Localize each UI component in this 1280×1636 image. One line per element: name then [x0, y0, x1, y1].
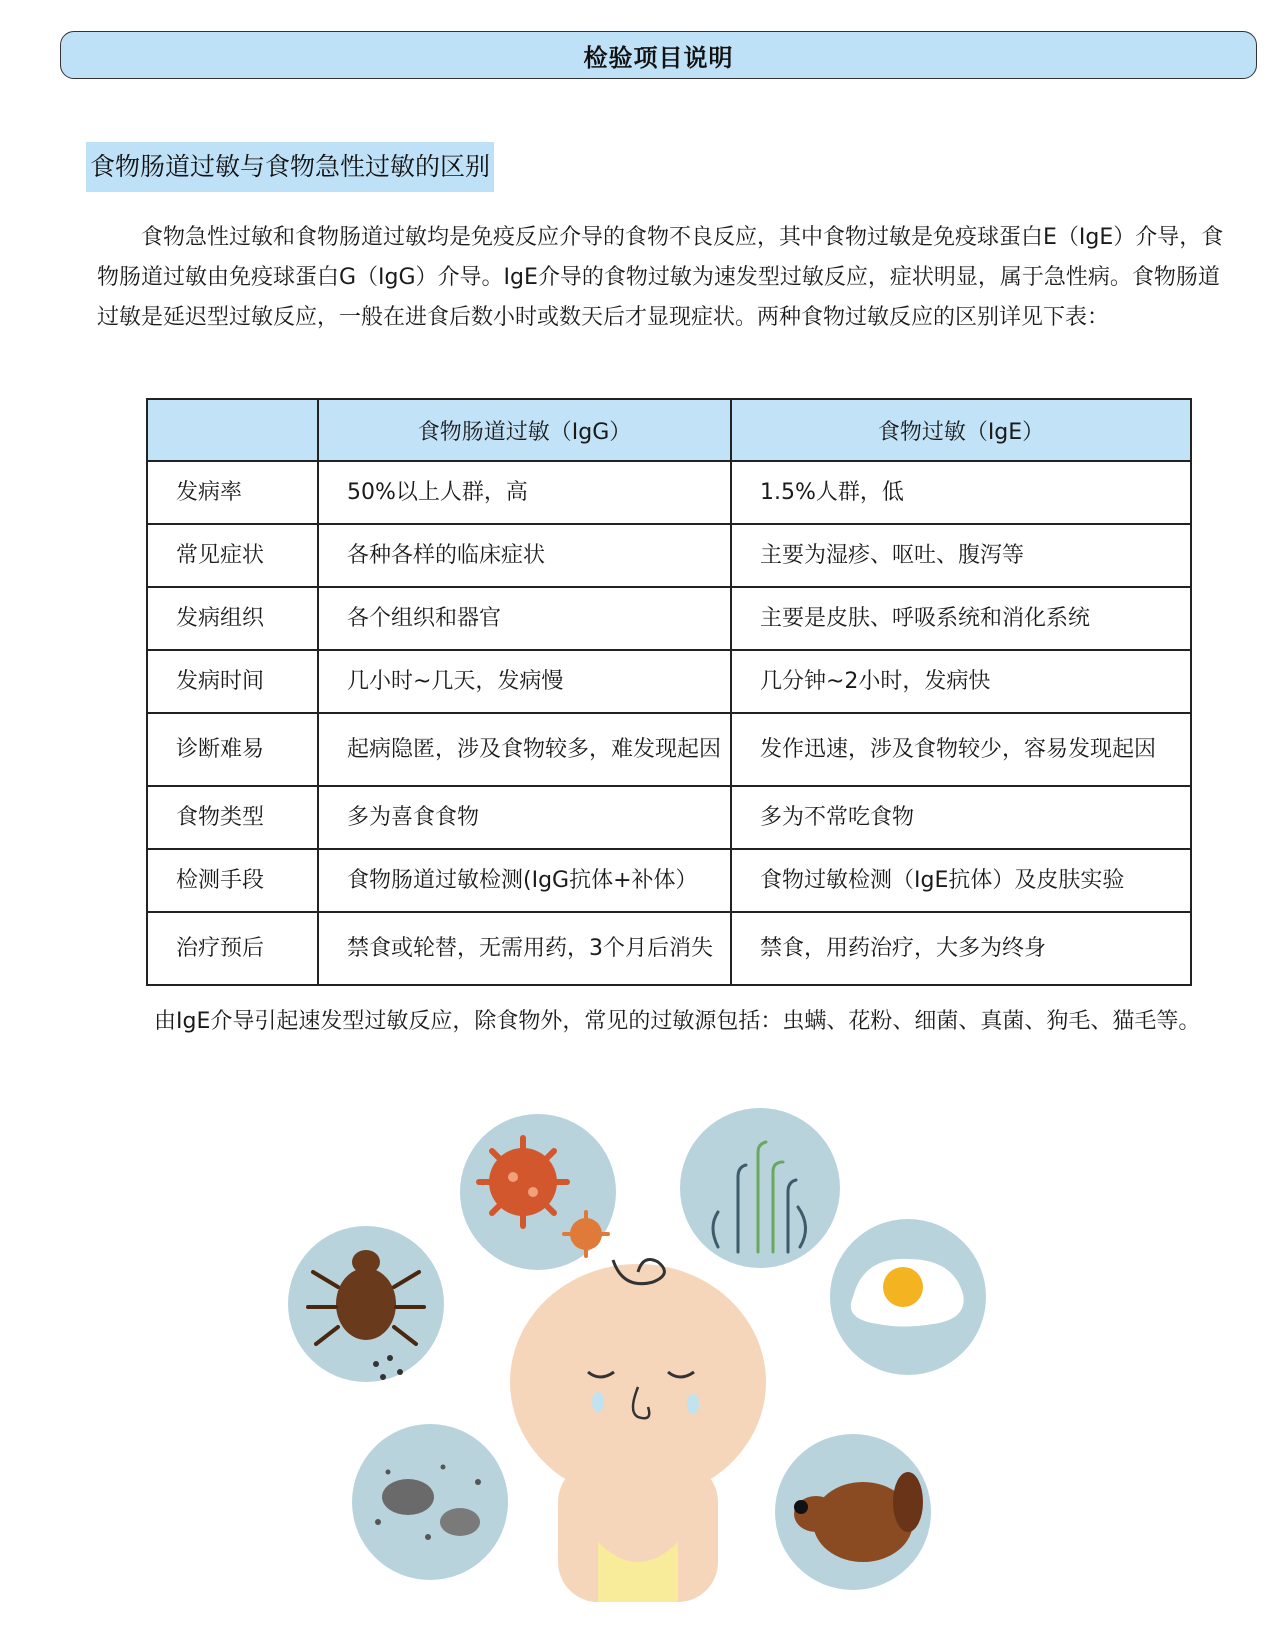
- igg-cell: 禁食或轮替，无需用药，3个月后消失: [318, 912, 731, 985]
- dog-icon: [775, 1434, 931, 1590]
- table-row: [147, 849, 1191, 912]
- igg-cell: 起病隐匿，涉及食物较多，难发现起因: [318, 713, 731, 786]
- row-label: 发病组织: [147, 587, 318, 650]
- virus-icon: [460, 1114, 616, 1270]
- ige-cell: 禁食，用药治疗，大多为终身: [731, 912, 1191, 985]
- table-row: [147, 461, 1191, 524]
- igg-cell: 各种各样的临床症状: [318, 524, 731, 587]
- row-label: 发病时间: [147, 650, 318, 713]
- baby-face: [510, 1260, 766, 1602]
- mite-icon: [288, 1226, 444, 1382]
- table-header-cell: 食物过敏（IgE）: [731, 399, 1191, 461]
- igg-cell: 几小时~几天，发病慢: [318, 650, 731, 713]
- table-row: [147, 650, 1191, 713]
- row-label: 治疗预后: [147, 912, 318, 985]
- row-label: 食物类型: [147, 786, 318, 849]
- table-row: [147, 524, 1191, 587]
- ige-cell: 多为不常吃食物: [731, 786, 1191, 849]
- table-row: [147, 912, 1191, 985]
- ige-cell: 几分钟~2小时，发病快: [731, 650, 1191, 713]
- ige-cell: 主要是皮肤、呼吸系统和消化系统: [731, 587, 1191, 650]
- ige-cell: 主要为湿疹、呕吐、腹泻等: [731, 524, 1191, 587]
- ige-cell: 食物过敏检测（IgE抗体）及皮肤实验: [731, 849, 1191, 912]
- row-label: 发病率: [147, 461, 318, 524]
- table-row: [147, 713, 1191, 786]
- allergy-illustration: [268, 1082, 1048, 1602]
- section-title: 食物肠道过敏与食物急性过敏的区别: [86, 142, 494, 192]
- table-row: [147, 786, 1191, 849]
- pollen-icon: [680, 1108, 840, 1268]
- igg-cell: 多为喜食食物: [318, 786, 731, 849]
- intro-paragraph: 食物急性过敏和食物肠道过敏均是免疫反应介导的食物不良反应，其中食物过敏是免疫球蛋白E（IgE）介导，食物肠道过敏由免疫球蛋白G（IgG）介导。IgE介导的食物过敏为速发型过敏反应，症状明显，属于急性病。食物肠道过敏是延迟型过敏反应，一般在进食后数小时或数天后才显现症状。两种食物过敏反应的区别详见下表：: [97, 225, 1224, 330]
- table-header-row: [147, 399, 1191, 461]
- ige-cell: 发作迅速，涉及食物较少，容易发现起因: [731, 713, 1191, 786]
- igg-cell: 食物肠道过敏检测(IgG抗体+补体）: [318, 849, 731, 912]
- dust-icon: [352, 1424, 508, 1580]
- header-bar: [60, 31, 1257, 79]
- row-label: 检测手段: [147, 849, 318, 912]
- comparison-table: [146, 398, 1192, 986]
- igg-cell: 各个组织和器官: [318, 587, 731, 650]
- allergen-note: 由IgE介导引起速发型过敏反应，除食物外，常见的过敏源包括：虫螨、花粉、细菌、真菌、狗毛、猫毛等。: [154, 1009, 1201, 1034]
- row-label: 诊断难易: [147, 713, 318, 786]
- table-row: [147, 587, 1191, 650]
- page-title: 检验项目说明: [583, 43, 734, 72]
- table-header-cell: [147, 399, 318, 461]
- table-header-cell: 食物肠道过敏（IgG）: [318, 399, 731, 461]
- igg-cell: 50%以上人群，高: [318, 461, 731, 524]
- row-label: 常见症状: [147, 524, 318, 587]
- ige-cell: 1.5%人群，低: [731, 461, 1191, 524]
- egg-icon: [830, 1219, 986, 1375]
